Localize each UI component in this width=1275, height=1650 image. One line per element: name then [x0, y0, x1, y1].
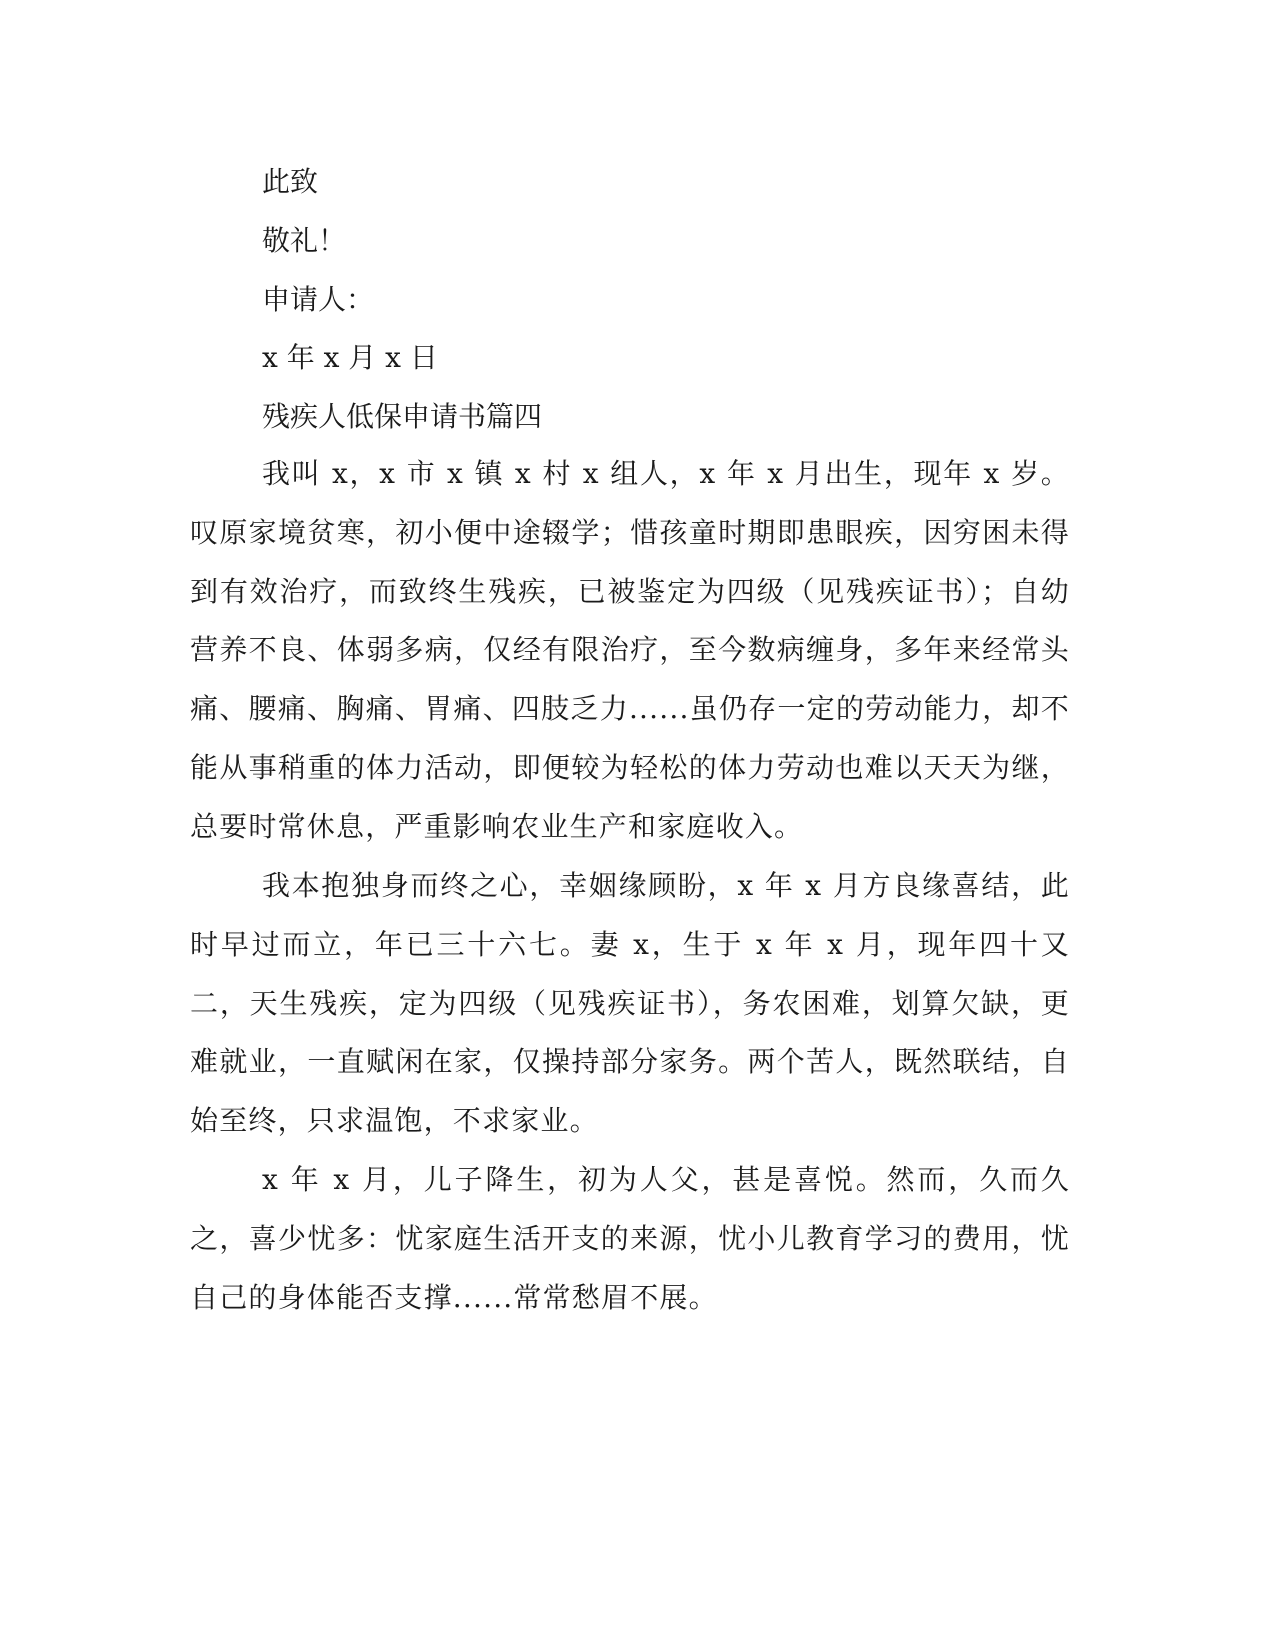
- paragraph-son: x 年 x 月，儿子降生，初为人父，甚是喜悦。然而，久而久之，喜少忧多：忧家庭生活开支的来源，忧小儿教育学习的费用，忧自己的身体能否支撑......常常愁眉不展。: [190, 1163, 1070, 1314]
- section-title: 残疾人低保申请书篇四: [262, 400, 543, 433]
- applicant-label: 申请人：: [262, 283, 375, 316]
- date-line: x 年 x 月 x 日: [262, 341, 438, 374]
- paragraph-marriage: 我本抱独身而终之心，幸姻缘顾盼，x 年 x 月方良缘喜结，此时早过而立，年已三十六七。妻 x，生于 x 年 x 月，现年四十又二，天生残疾，定为四级（见残疾证书），务农困难，划算欠缺，更难就业，一直赋闲在家，仅操持部分家务。两个苦人，既然联结，自始至终，只求温饱，不求家业。: [190, 869, 1070, 1138]
- salutation-ci-zhi: 此致: [262, 165, 319, 198]
- paragraph-background: 我叫 x，x 市 x 镇 x 村 x 组人，x 年 x 月出生，现年 x 岁。叹原家境贫寒，初小便中途辍学；惜孩童时期即患眼疾，因穷困未得到有效治疗，而致终生残疾，已被鉴定为四级（见残疾证书）；自幼营养不良、体弱多病，仅经有限治疗，至今数病缠身，多年来经常头痛、腰痛、胸痛、胃痛、四肢乏力......虽仍存一定的劳动能力，却不能从事稍重的体力活动，即便较为轻松的体力劳动也难以天天为继，总要时常休息，严重影响农业生产和家庭收入。: [190, 457, 1070, 843]
- salutation-jing-li: 敬礼！: [262, 224, 347, 257]
